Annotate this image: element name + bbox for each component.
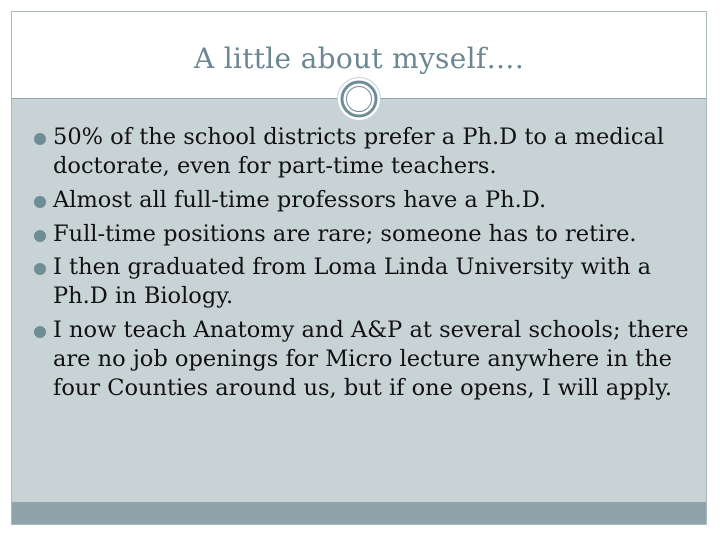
bullet-text: Almost all full-time professors have a Ph.D. (53, 186, 547, 213)
bullet-text: 50% of the school districts prefer a Ph.D to a medical doctorate, even for part-time teachers. (53, 124, 665, 179)
list-item (34, 123, 694, 181)
bullet-dot-icon (34, 326, 46, 338)
slide-title: A little about myself…. (193, 42, 525, 75)
bullet-dot-icon (34, 133, 46, 145)
bullet-dot-icon (34, 263, 46, 275)
bullet-text: Full-time positions are rare; someone has to retire. (53, 220, 637, 247)
list-item (34, 316, 694, 403)
bullet-list (34, 123, 694, 408)
bullet-text: I now teach Anatomy and A&P at several schools; there are no job openings for Micro lecture anywhere in the four Counties around us, but if one opens, I will apply. (53, 317, 689, 402)
bullet-dot-icon (34, 230, 46, 242)
list-item (34, 253, 694, 311)
list-item (34, 220, 694, 249)
bullet-text: I then graduated from Loma Linda University with a Ph.D in Biology. (53, 254, 652, 310)
footer-bar (12, 502, 706, 524)
bullet-dot-icon (34, 196, 46, 208)
list-item (34, 186, 694, 215)
ring-icon (338, 78, 380, 120)
